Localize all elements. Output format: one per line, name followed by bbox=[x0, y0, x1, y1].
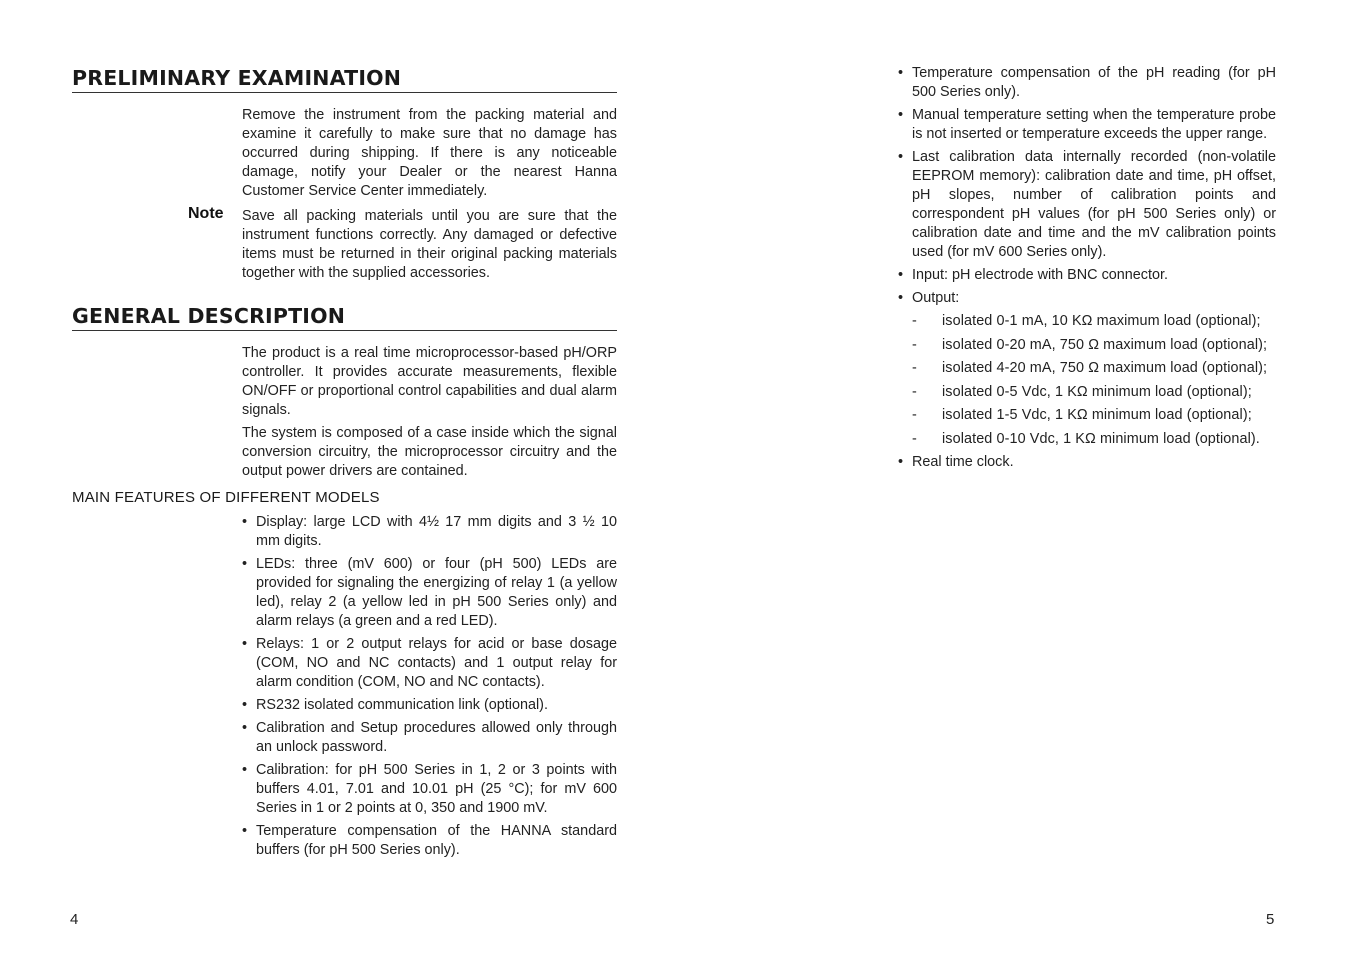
output-sublist bbox=[912, 312, 1276, 449]
output-subitem: - isolated 0-20 mA, 750 Ω maximum load (optional); bbox=[912, 336, 1276, 355]
list-item: • Last calibration data internally recorded (non-volatile EEPROM memory): calibration date and time, pH offset, pH slopes, number of calibration points and correspondent pH values (for pH 500 Series only) or calibration date and time and the mV calibration points used (for mV 600 Series only). bbox=[898, 148, 1276, 262]
output-subitem: - isolated 0-10 Vdc, 1 KΩ minimum load (optional). bbox=[912, 430, 1276, 449]
output-subitem: - isolated 1-5 Vdc, 1 KΩ minimum load (optional); bbox=[912, 406, 1276, 425]
list-item: • LEDs: three (mV 600) or four (pH 500) LEDs are provided for signaling the energizing of relay 1 (a yellow led), relay 2 (a yellow led in pH 500 Series only) and alarm relays (a green and a red LED). bbox=[242, 555, 617, 631]
list-item: • Display: large LCD with 4½ 17 mm digits and 3 ½ 10 mm digits. bbox=[242, 513, 617, 551]
features-list bbox=[242, 513, 617, 864]
general-paragraph-1: The product is a real time microprocessor-based pH/ORP controller. It provides accurate measurements, flexible ON/OFF or proportional control capabilities and dual alarm signals. bbox=[242, 345, 617, 418]
list-item: • Relays: 1 or 2 output relays for acid or base dosage (COM, NO and NC contacts) and 1 output relay for alarm condition (COM, NO and NC contacts). bbox=[242, 635, 617, 692]
list-item: • Temperature compensation of the HANNA standard buffers (for pH 500 Series only). bbox=[242, 822, 617, 860]
output-subitem: - isolated 0-5 Vdc, 1 KΩ minimum load (optional); bbox=[912, 383, 1276, 402]
page-number-right: 5 bbox=[1266, 911, 1275, 928]
subheading-main-features: MAIN FEATURES OF DIFFERENT MODELS bbox=[72, 489, 380, 506]
heading-preliminary-examination: PRELIMINARY EXAMINATION bbox=[72, 66, 617, 93]
preliminary-text: Remove the instrument from the packing material and examine it carefully to make sure that no damage has occurred during shipping. If there is any noticeable damage, notify your Dealer or the nearest Hanna Customer Service Center immediately. bbox=[242, 107, 617, 199]
list-item: • Real time clock. bbox=[898, 453, 1276, 472]
output-label: Output: bbox=[912, 290, 960, 306]
general-block bbox=[242, 344, 617, 481]
list-item: • Temperature compensation of the pH reading (for pH 500 Series only). bbox=[898, 64, 1276, 102]
general-paragraph-2: The system is composed of a case inside which the signal conversion circuitry, the microprocessor circuitry and the output power drivers are contained. bbox=[242, 425, 617, 479]
preliminary-block bbox=[242, 106, 617, 201]
output-subitem: - isolated 0-1 mA, 10 KΩ maximum load (optional); bbox=[912, 312, 1276, 331]
output-subitem: - isolated 4-20 mA, 750 Ω maximum load (optional); bbox=[912, 359, 1276, 378]
features-list-continued bbox=[898, 64, 1276, 476]
right-page bbox=[676, 0, 1351, 954]
list-item: • RS232 isolated communication link (optional). bbox=[242, 696, 617, 715]
list-item: • Calibration: for pH 500 Series in 1, 2 or 3 points with buffers 4.01, 7.01 and 10.01 pH (25 °C); for mV 600 Series in 1 or 2 points at 0, 350 and 1900 mV. bbox=[242, 761, 617, 818]
note-label: Note bbox=[188, 205, 224, 222]
list-item: • Calibration and Setup procedures allowed only through an unlock password. bbox=[242, 719, 617, 757]
list-item: • Input: pH electrode with BNC connector. bbox=[898, 266, 1276, 285]
note-text: Save all packing materials until you are sure that the instrument functions correctly. Any damaged or defective items must be returned in their original packing materials together with the supplied accessories. bbox=[242, 208, 617, 281]
page-number-left: 4 bbox=[70, 911, 79, 928]
list-item: • Manual temperature setting when the temperature probe is not inserted or temperature exceeds the upper range. bbox=[898, 106, 1276, 144]
left-page bbox=[0, 0, 675, 954]
output-item bbox=[898, 289, 1276, 449]
note-block bbox=[242, 207, 617, 283]
heading-general-description: GENERAL DESCRIPTION bbox=[72, 304, 617, 331]
